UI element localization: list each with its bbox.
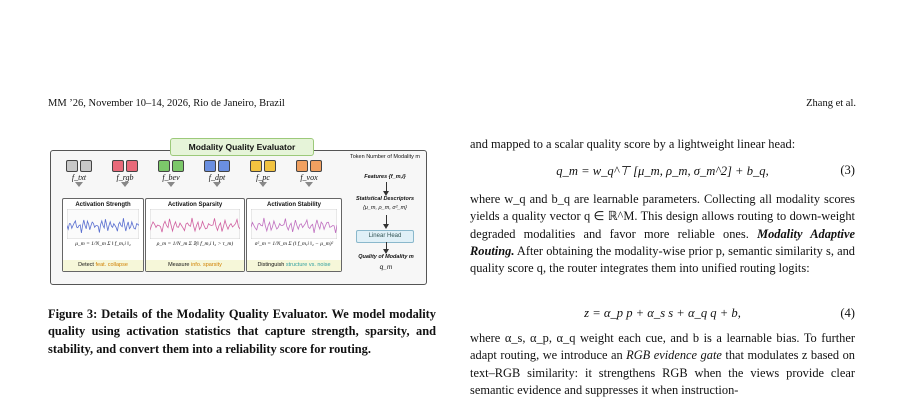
token-box: [218, 160, 230, 172]
paragraph-3: [470, 330, 855, 399]
equation-3-body: q_m = w_q^⊤ [μ_m, ρ_m, σ_m^2] + b_q,: [556, 164, 769, 178]
panel-caption-prefix: Measure: [168, 262, 192, 268]
panel-title: Activation Sparsity: [167, 202, 223, 208]
panel-2: [246, 198, 342, 272]
activation-plot: [150, 209, 240, 239]
panel-formula: μ_m = 1/N_m Σ ‖ f_m,i ‖₂: [75, 241, 131, 247]
panel-0: [62, 198, 144, 272]
down-arrow-icon: [167, 182, 175, 187]
running-header-right: Zhang et al.: [806, 98, 856, 109]
paragraph-2-b: After obtaining the modality-wise prior p, semantic similarity s, and quality score q, the router integrates them into unified routing logits:: [470, 243, 855, 276]
token-box: [296, 160, 308, 172]
token-box: [126, 160, 138, 172]
features-math: {f_m,i}: [388, 174, 406, 180]
token-box: [66, 160, 78, 172]
arrow-down: [386, 215, 387, 225]
feature-label: f_vox: [300, 173, 318, 182]
figure-3: [50, 138, 427, 283]
paragraph-2: [470, 191, 855, 277]
panel-caption: [247, 260, 341, 271]
token-box: [204, 160, 216, 172]
feature-label: f_bev: [162, 173, 180, 182]
features-word: Features: [364, 174, 388, 180]
feature-token-3: [204, 160, 230, 187]
token-number-label: Token Number of Modality m: [350, 154, 420, 160]
feature-token-2: [158, 160, 184, 187]
feature-token-1: [112, 160, 138, 187]
panel-1: [145, 198, 245, 272]
feature-token-5: [296, 160, 322, 187]
arrow-down: [386, 242, 387, 250]
stat-desc-label: Statistical Descriptors: [355, 196, 415, 202]
token-box: [250, 160, 262, 172]
rgb-evidence-gate-term: RGB evidence gate: [626, 348, 722, 363]
activation-plot: [67, 209, 139, 239]
quality-label: Quality of Modality m: [358, 254, 414, 260]
token-box: [112, 160, 124, 172]
feature-token-0: [66, 160, 92, 187]
panel-caption-highlight: feat. collapse: [95, 262, 128, 268]
equation-3-number: (3): [840, 163, 855, 177]
down-arrow-icon: [213, 182, 221, 187]
paragraph-2-a: where w_q and b_q are learnable parameters. Collecting all modality scores yields a quality vector q ∈ ℝ^M. This design allows routing to down-weight degraded modalities and favor more reliable ones.: [470, 192, 855, 241]
token-box: [264, 160, 276, 172]
paragraph-3-b: that modulates z based on text–RGB similarity: it strengthens RGB when the views provide clear semantic evidence and suppresses it when instruction-: [470, 348, 855, 397]
quality-math: q_m: [379, 264, 393, 271]
panel-caption: [146, 260, 244, 271]
feature-label: f_rgb: [116, 173, 134, 182]
running-header-left: MM ’26, November 10–14, 2026, Rio de Janeiro, Brazil: [48, 98, 285, 109]
down-arrow-icon: [305, 182, 313, 187]
panel-title: Activation Strength: [75, 202, 131, 208]
token-box: [80, 160, 92, 172]
token-box: [158, 160, 170, 172]
panel-caption-highlight: structure vs. noise: [285, 262, 331, 268]
panel-caption-prefix: Distinguish: [257, 262, 286, 268]
figure-title: Modality Quality Evaluator: [170, 138, 314, 156]
features-label: [350, 174, 420, 180]
activation-plot: [251, 209, 337, 239]
down-arrow-icon: [259, 182, 267, 187]
feature-label: f_pc: [256, 173, 270, 182]
equation-4-number: (4): [840, 306, 855, 320]
panel-formula: ρ_m = 1/N_m Σ 𝕀(‖ f_m,i ‖₂ > τ_m): [156, 241, 234, 247]
stat-desc-math: {μ_m, ρ_m, σ²_m}: [362, 205, 408, 211]
panel-caption-highlight: info. sparsity: [191, 262, 222, 268]
paragraph-3-a: where α_s, α_p, α_q weight each cue, and b is a learnable bias. To further adapt routing, we introduce an: [470, 331, 855, 363]
down-arrow-icon: [121, 182, 129, 187]
token-box: [310, 160, 322, 172]
section-heading-routing: Modality Adaptive Routing.: [470, 226, 855, 258]
arrow-down: [386, 182, 387, 192]
equation-4-body: z = α_p p + α_s s + α_q q + b,: [584, 306, 741, 320]
feature-label: f_dpt: [208, 173, 226, 182]
down-arrow-icon: [75, 182, 83, 187]
paragraph-1: and mapped to a scalar quality score by a lightweight linear head:: [470, 137, 796, 151]
panel-formula: σ²_m = 1/N_m Σ (‖ f_m,i ‖₂ − μ_m)²: [254, 241, 334, 247]
feature-label: f_txt: [71, 173, 87, 182]
panel-caption: [63, 260, 143, 271]
figure-caption: Figure 3: Details of the Modality Quality Evaluator. We model modality quality using activation statistics that capture strength, sparsity, and stability, and convert them into a reliability score for routing.: [48, 307, 436, 356]
token-box: [172, 160, 184, 172]
panel-caption-prefix: Detect: [78, 262, 96, 268]
feature-token-4: [250, 160, 276, 187]
panel-title: Activation Stability: [266, 202, 321, 208]
linear-head-box: Linear Head: [356, 230, 414, 243]
